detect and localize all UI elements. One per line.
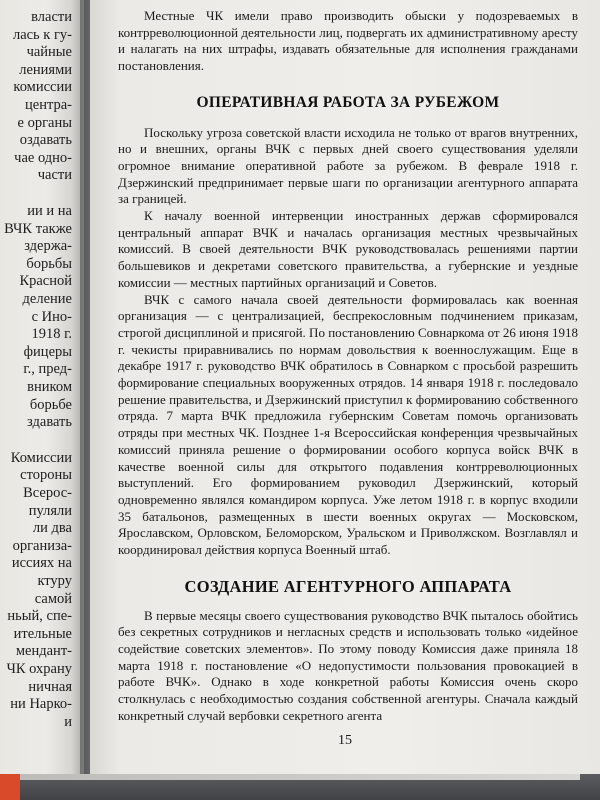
left-page-line-fragment: деление xyxy=(22,291,72,307)
left-page-line-fragment: Всерос- xyxy=(23,485,72,501)
right-page xyxy=(90,0,600,800)
left-page-line-fragment: ктуру xyxy=(37,573,72,589)
left-page-line-fragment: чайные xyxy=(26,44,72,61)
left-page-line-fragment: г., пред- xyxy=(23,361,72,378)
left-page-line-fragment: организа- xyxy=(12,537,72,554)
left-page-line-fragment: 1918 г. xyxy=(31,326,72,343)
section2-paragraph-1: В первые месяцы своего существования руководство ВЧК пыталось обойтись без секретных сотрудников и негласных средств и использовать только «идейное содействие советских элементов». По этому поводу Комиссия даже приняла 18 марта 1918 г. постановление «О недопустимости пользования провокацией в работе ВЧК». Однако в ходе конкретной работы Комиссия очень скоро столкнулась с необходимостью создания собственной агентуры. Сначала каждый конкретный случай вербовки секретного агента xyxy=(118,607,578,723)
bookmark-edge xyxy=(0,774,20,800)
left-page-line-fragment: ительные xyxy=(13,625,72,642)
intro-paragraph: Местные ЧК имели право производить обыски у подозреваемых в контрреволюционной деятельности лиц, подвергать их административному аресту и налагать на них штрафы, издавать обязательные для исполнения гражданами постановления. xyxy=(118,8,578,74)
left-page-line-fragment: ии и на xyxy=(27,203,72,219)
left-page-line-fragment: чае одно- xyxy=(14,149,72,166)
left-page-line-fragment: стороны xyxy=(20,467,72,484)
left-page-line-fragment: комиссии xyxy=(13,79,72,96)
left-page-line-fragment: Комиссии xyxy=(10,449,72,466)
left-page-line-fragment: части xyxy=(37,167,72,184)
left-page-line-fragment: мендант- xyxy=(15,643,72,660)
left-page-line-fragment: пуляли xyxy=(28,502,72,519)
left-page-line-fragment: здавать xyxy=(27,414,72,431)
page-content xyxy=(118,8,578,724)
left-page-line-fragment: лениями xyxy=(19,61,72,78)
table-surface xyxy=(0,774,600,800)
left-page-line-fragment: центра- xyxy=(25,97,72,113)
left-page-line-fragment: е органы xyxy=(17,114,72,131)
left-page-line-fragment: самой xyxy=(34,590,72,607)
left-page-line-fragment: здержа- xyxy=(24,238,72,255)
left-page-line-fragment: борьбе xyxy=(29,396,72,413)
left-facing-page xyxy=(0,0,84,800)
left-page-line-fragment: ни Нарко- xyxy=(10,696,72,713)
left-page-line-fragment: и xyxy=(64,713,72,730)
left-page-line-fragment: фицеры xyxy=(23,343,72,360)
section-title-operational-work: ОПЕРАТИВНАЯ РАБОТА ЗА РУБЕЖОМ xyxy=(196,93,500,111)
left-page-line-fragment: ВЧК также xyxy=(4,220,72,237)
section1-paragraph-1: Поскольку угроза советской власти исходила не только от врагов внутренних, но и внешних, органы ВЧК с первых дней своего существования уделяли огромное внимание оперативной работе за рубежом. В феврале 1918 г. Дзержинский предпринимает первые шаги по организации агентурного аппарата за границей. xyxy=(118,124,578,207)
left-page-line-fragment: с Ино- xyxy=(31,308,72,325)
left-page-line-fragment: лась к гу- xyxy=(12,26,72,43)
left-page-line-fragment: вником xyxy=(27,379,72,395)
left-page-line-fragment: Красной xyxy=(19,273,72,290)
left-page-line-fragment: ничная xyxy=(28,678,72,695)
left-page-line-fragment: иссиях на xyxy=(11,555,72,572)
page-bottom-edge xyxy=(20,774,580,780)
left-page-line-fragment: оздавать xyxy=(19,132,72,149)
page-number: 15 xyxy=(338,733,352,748)
left-page-line-fragment: борьбы xyxy=(26,255,72,272)
section-title-agent-network: СОЗДАНИЕ АГЕНТУРНОГО АППАРАТА xyxy=(184,576,512,596)
left-page-line-fragment: власти xyxy=(31,9,72,25)
left-page-line-fragment: ли два xyxy=(32,520,72,537)
section1-paragraph-2: К началу военной интервенции иностранных держав сформировался центральный аппарат ВЧК и началась организация местных чрезвычайных комиссий. В своей деятельности ВЧК руководствовалась решениями партии большевиков и декретами советского правительства, а губернские и уездные комиссии — местных партийных организаций и Советов. xyxy=(118,208,578,290)
section1-paragraph-3: ВЧК с самого начала своей деятельности формировалась как военная организация — с централизацией, беспрекословным подчинением приказам, строгой дисциплиной и присягой. По постановлению Совнаркома от 26 июня 1918 г. чекисты приравнивались по нормам довольствия к военнослужащим. Еще в декабре 1917 г. руководство ВЧК обратилось в Совнарком с просьбой разрешить формирование специальных вооруженных отрядов. 14 января 1918 г. последовало решение правительства, и Дзержинский приступил к формированию собственного отряда. 7 марта ВЧК предложила губернским Советам помочь организовать отряды при местных ЧК. Позднее 1-я Всероссийская конференция чрезвычайных комиссий приняла решение о формировании особого корпуса войск ВЧК в качестве военной силы для открытого подавления контрреволюционных выступлений. Его формированием руководил Дзержинский, который одновременно являлся командиром корпуса. Уже летом 1918 г. в корпус входили 35 батальонов, размещенных в шести военных округах — Московском, Ярославском, Орловском, Беломорском, Уральском и Приволжском. Возглавлял и координировал действия корпуса Военный штаб. xyxy=(118,291,578,558)
left-page-line-fragment: ньый, спе- xyxy=(7,608,72,625)
left-page-line-fragment: ЧК охрану xyxy=(6,661,72,677)
